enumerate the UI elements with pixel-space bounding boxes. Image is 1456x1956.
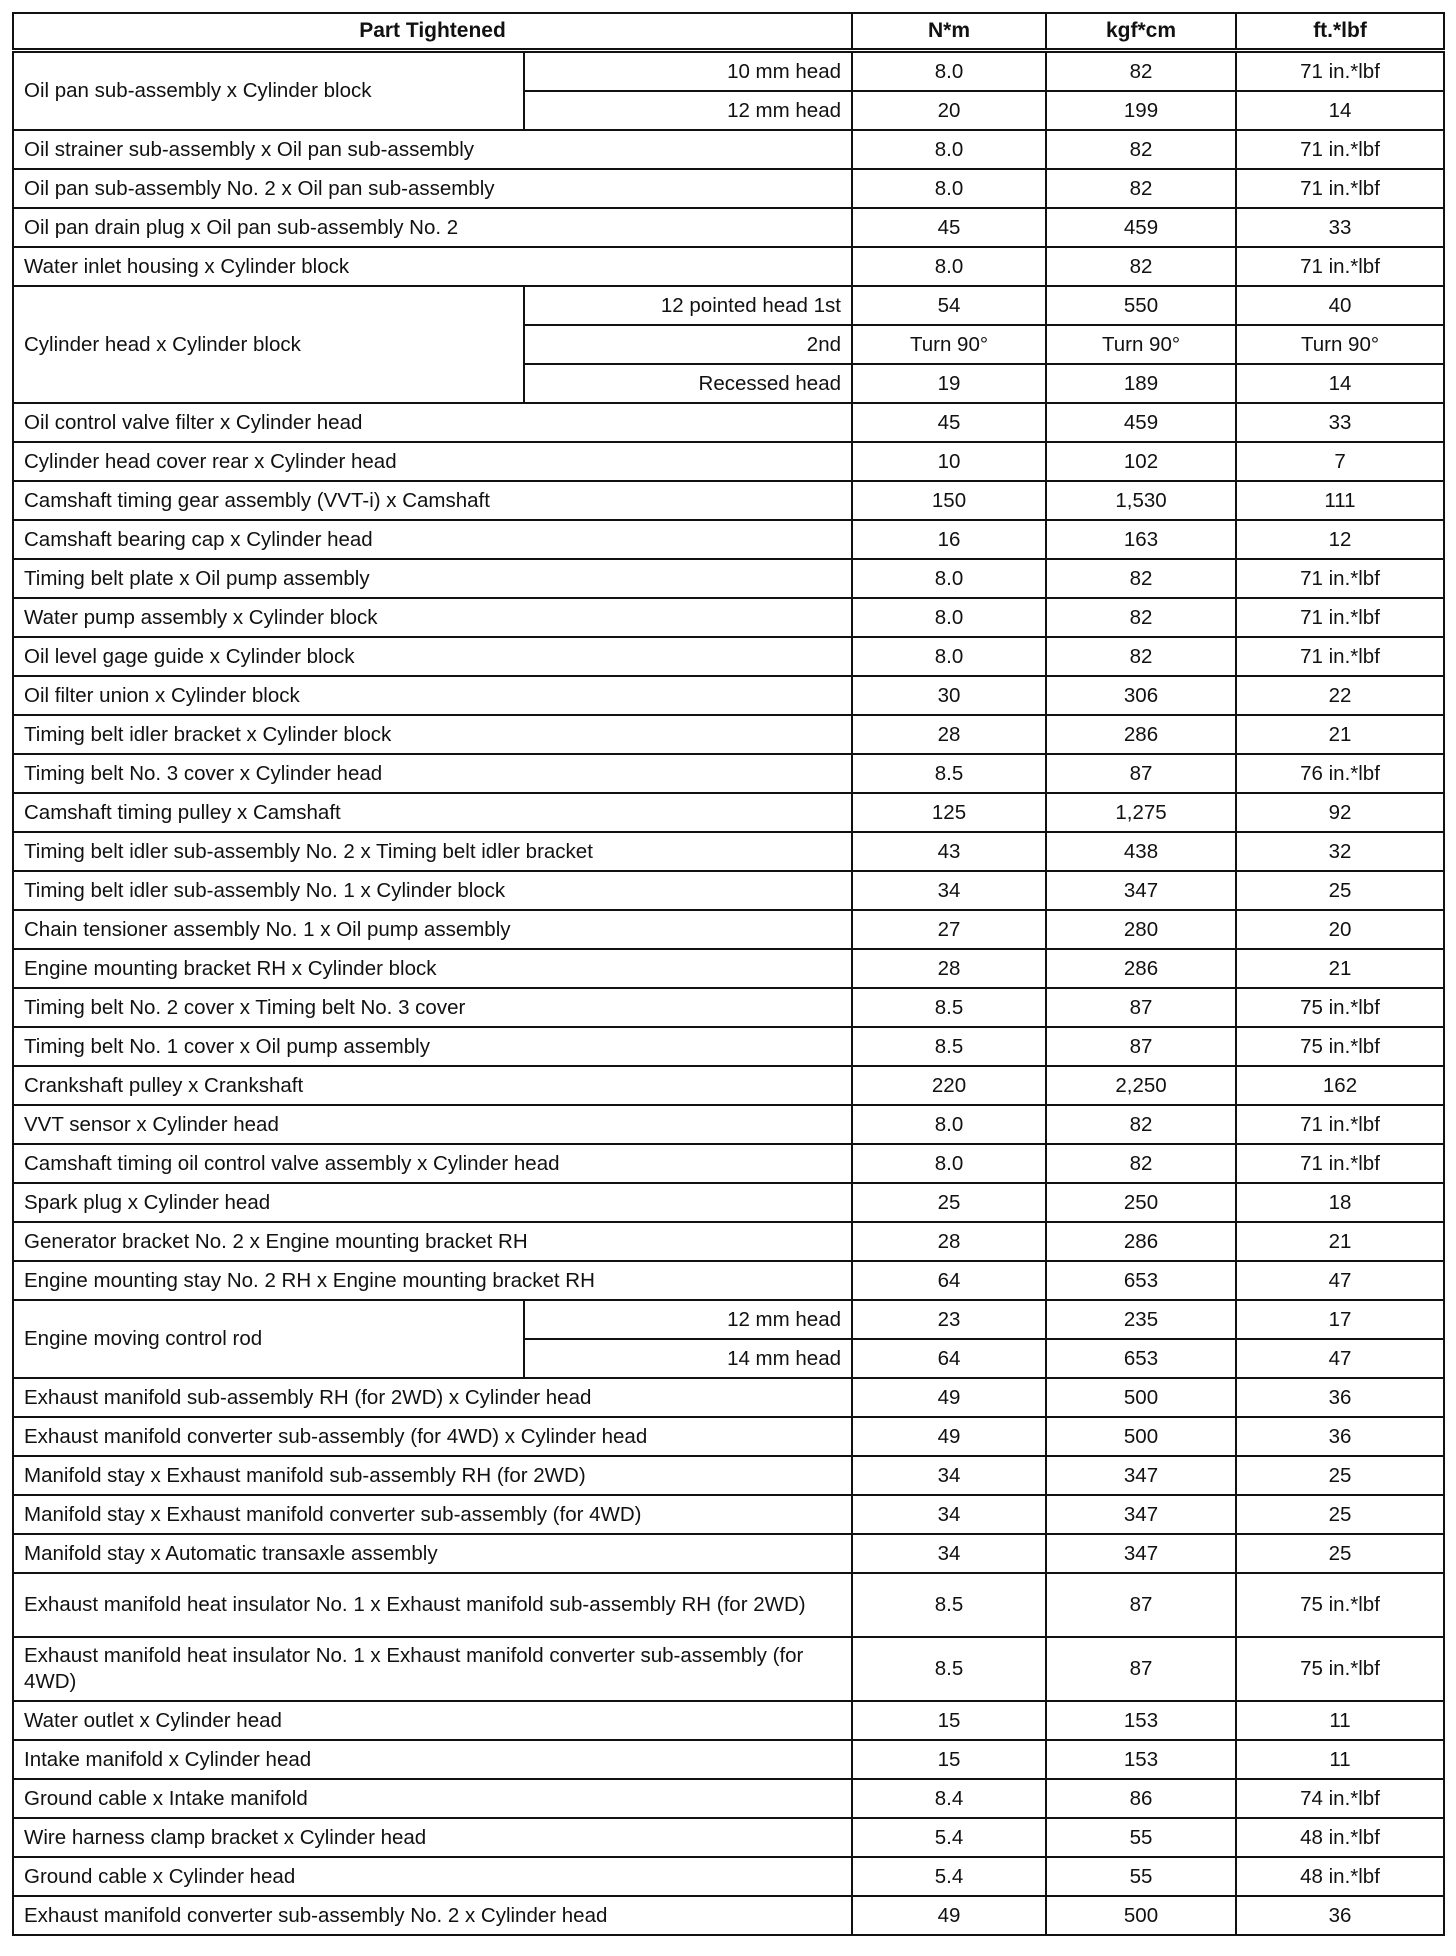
value-ft-lbf: 48 in.*lbf — [1236, 1857, 1444, 1896]
value-nm: 54 — [852, 286, 1046, 325]
value-ft-lbf: 32 — [1236, 832, 1444, 871]
part-name: Exhaust manifold converter sub-assembly (for 4WD) x Cylinder head — [13, 1417, 852, 1456]
sub-condition: 12 mm head — [524, 91, 852, 130]
sub-condition: 2nd — [524, 325, 852, 364]
table-row — [13, 247, 1444, 286]
value-ft-lbf: 21 — [1236, 1222, 1444, 1261]
part-name: Exhaust manifold sub-assembly RH (for 2WD) x Cylinder head — [13, 1378, 852, 1417]
header-kgf-cm: kgf*cm — [1046, 13, 1236, 51]
table-row — [13, 1378, 1444, 1417]
value-ft-lbf: 33 — [1236, 403, 1444, 442]
header-nm: N*m — [852, 13, 1046, 51]
value-kgf-cm: 500 — [1046, 1896, 1236, 1935]
value-ft-lbf: 48 in.*lbf — [1236, 1818, 1444, 1857]
part-name: Camshaft timing oil control valve assembly x Cylinder head — [13, 1144, 852, 1183]
value-nm: 220 — [852, 1066, 1046, 1105]
table-row — [13, 1637, 1444, 1701]
part-name: Water pump assembly x Cylinder block — [13, 598, 852, 637]
table-header-row — [13, 13, 1444, 51]
table-row — [13, 1066, 1444, 1105]
part-name: Exhaust manifold heat insulator No. 1 x Exhaust manifold sub-assembly RH (for 2WD) — [13, 1573, 852, 1637]
part-name: Oil filter union x Cylinder block — [13, 676, 852, 715]
value-ft-lbf: 40 — [1236, 286, 1444, 325]
value-nm: 49 — [852, 1417, 1046, 1456]
value-kgf-cm: 82 — [1046, 637, 1236, 676]
value-nm: 28 — [852, 715, 1046, 754]
value-ft-lbf: 36 — [1236, 1896, 1444, 1935]
value-nm: 19 — [852, 364, 1046, 403]
value-ft-lbf: 25 — [1236, 871, 1444, 910]
value-nm: 8.4 — [852, 1779, 1046, 1818]
value-ft-lbf: 71 in.*lbf — [1236, 130, 1444, 169]
value-ft-lbf: 75 in.*lbf — [1236, 988, 1444, 1027]
value-kgf-cm: 82 — [1046, 130, 1236, 169]
value-nm: 43 — [852, 832, 1046, 871]
part-name: Ground cable x Intake manifold — [13, 1779, 852, 1818]
table-row — [13, 754, 1444, 793]
part-name: Camshaft bearing cap x Cylinder head — [13, 520, 852, 559]
value-ft-lbf: 71 in.*lbf — [1236, 169, 1444, 208]
value-kgf-cm: 459 — [1046, 403, 1236, 442]
table-row — [13, 1183, 1444, 1222]
part-name: Intake manifold x Cylinder head — [13, 1740, 852, 1779]
value-nm: 28 — [852, 949, 1046, 988]
value-nm: Turn 90° — [852, 325, 1046, 364]
part-name: Oil control valve filter x Cylinder head — [13, 403, 852, 442]
torque-spec-document — [12, 12, 1443, 1936]
value-kgf-cm: 459 — [1046, 208, 1236, 247]
part-name: Engine moving control rod — [13, 1300, 524, 1378]
value-ft-lbf: 47 — [1236, 1261, 1444, 1300]
part-name: Timing belt idler sub-assembly No. 1 x Cylinder block — [13, 871, 852, 910]
value-kgf-cm: 87 — [1046, 1573, 1236, 1637]
table-row — [13, 1027, 1444, 1066]
value-kgf-cm: 82 — [1046, 1144, 1236, 1183]
table-row — [13, 1701, 1444, 1740]
value-nm: 64 — [852, 1339, 1046, 1378]
table-row — [13, 208, 1444, 247]
value-kgf-cm: 286 — [1046, 949, 1236, 988]
value-kgf-cm: 153 — [1046, 1740, 1236, 1779]
part-name: Camshaft timing gear assembly (VVT-i) x Camshaft — [13, 481, 852, 520]
table-row — [13, 598, 1444, 637]
value-kgf-cm: 189 — [1046, 364, 1236, 403]
value-kgf-cm: 1,530 — [1046, 481, 1236, 520]
table-row — [13, 910, 1444, 949]
value-kgf-cm: 2,250 — [1046, 1066, 1236, 1105]
table-body — [13, 51, 1444, 1936]
value-ft-lbf: 18 — [1236, 1183, 1444, 1222]
value-kgf-cm: 347 — [1046, 1534, 1236, 1573]
value-kgf-cm: 199 — [1046, 91, 1236, 130]
value-nm: 16 — [852, 520, 1046, 559]
sub-condition: Recessed head — [524, 364, 852, 403]
table-row — [13, 871, 1444, 910]
value-kgf-cm: 102 — [1046, 442, 1236, 481]
value-kgf-cm: 653 — [1046, 1339, 1236, 1378]
value-nm: 8.0 — [852, 247, 1046, 286]
table-row — [13, 637, 1444, 676]
value-ft-lbf: 71 in.*lbf — [1236, 559, 1444, 598]
value-ft-lbf: 71 in.*lbf — [1236, 598, 1444, 637]
value-ft-lbf: 36 — [1236, 1378, 1444, 1417]
value-nm: 8.5 — [852, 988, 1046, 1027]
value-nm: 28 — [852, 1222, 1046, 1261]
table-row — [13, 1261, 1444, 1300]
value-ft-lbf: 25 — [1236, 1534, 1444, 1573]
value-ft-lbf: 162 — [1236, 1066, 1444, 1105]
header-part-tightened: Part Tightened — [13, 13, 852, 51]
sub-condition: 14 mm head — [524, 1339, 852, 1378]
part-name: Chain tensioner assembly No. 1 x Oil pump assembly — [13, 910, 852, 949]
table-row — [13, 715, 1444, 754]
part-name: Cylinder head x Cylinder block — [13, 286, 524, 403]
value-nm: 25 — [852, 1183, 1046, 1222]
value-nm: 8.5 — [852, 754, 1046, 793]
value-nm: 15 — [852, 1701, 1046, 1740]
value-nm: 8.5 — [852, 1637, 1046, 1701]
value-ft-lbf: 71 in.*lbf — [1236, 1144, 1444, 1183]
value-nm: 8.0 — [852, 130, 1046, 169]
value-ft-lbf: 75 in.*lbf — [1236, 1573, 1444, 1637]
value-kgf-cm: 82 — [1046, 51, 1236, 92]
value-ft-lbf: 36 — [1236, 1417, 1444, 1456]
part-name: Camshaft timing pulley x Camshaft — [13, 793, 852, 832]
part-name: Manifold stay x Exhaust manifold converter sub-assembly (for 4WD) — [13, 1495, 852, 1534]
table-row — [13, 559, 1444, 598]
value-nm: 5.4 — [852, 1818, 1046, 1857]
table-row — [13, 676, 1444, 715]
table-row — [13, 1456, 1444, 1495]
part-name: Oil pan sub-assembly No. 2 x Oil pan sub-assembly — [13, 169, 852, 208]
table-row — [13, 1300, 1444, 1339]
table-row — [13, 1740, 1444, 1779]
value-ft-lbf: 75 in.*lbf — [1236, 1637, 1444, 1701]
part-name: Cylinder head cover rear x Cylinder head — [13, 442, 852, 481]
value-nm: 8.0 — [852, 169, 1046, 208]
value-ft-lbf: 21 — [1236, 949, 1444, 988]
value-nm: 8.0 — [852, 1105, 1046, 1144]
value-nm: 20 — [852, 91, 1046, 130]
value-kgf-cm: 235 — [1046, 1300, 1236, 1339]
part-name: Timing belt plate x Oil pump assembly — [13, 559, 852, 598]
value-ft-lbf: 71 in.*lbf — [1236, 1105, 1444, 1144]
part-name: Exhaust manifold heat insulator No. 1 x Exhaust manifold converter sub-assembly (for 4WD) — [13, 1637, 852, 1701]
value-kgf-cm: 286 — [1046, 715, 1236, 754]
sub-condition: 12 pointed head 1st — [524, 286, 852, 325]
value-nm: 8.5 — [852, 1573, 1046, 1637]
value-kgf-cm: 306 — [1046, 676, 1236, 715]
value-kgf-cm: 55 — [1046, 1857, 1236, 1896]
value-nm: 34 — [852, 1456, 1046, 1495]
value-nm: 49 — [852, 1896, 1046, 1935]
part-name: Oil pan drain plug x Oil pan sub-assembly No. 2 — [13, 208, 852, 247]
value-ft-lbf: 11 — [1236, 1701, 1444, 1740]
value-ft-lbf: 14 — [1236, 91, 1444, 130]
table-row — [13, 481, 1444, 520]
value-kgf-cm: 1,275 — [1046, 793, 1236, 832]
table-row — [13, 1534, 1444, 1573]
value-kgf-cm: 55 — [1046, 1818, 1236, 1857]
value-ft-lbf: 25 — [1236, 1456, 1444, 1495]
value-nm: 125 — [852, 793, 1046, 832]
table-row — [13, 130, 1444, 169]
part-name: VVT sensor x Cylinder head — [13, 1105, 852, 1144]
table-row — [13, 442, 1444, 481]
part-name: Engine mounting bracket RH x Cylinder block — [13, 949, 852, 988]
part-name: Water inlet housing x Cylinder block — [13, 247, 852, 286]
part-name: Timing belt No. 3 cover x Cylinder head — [13, 754, 852, 793]
table-row — [13, 832, 1444, 871]
sub-condition: 10 mm head — [524, 51, 852, 92]
table-row — [13, 1105, 1444, 1144]
value-kgf-cm: 163 — [1046, 520, 1236, 559]
part-name: Oil level gage guide x Cylinder block — [13, 637, 852, 676]
part-name: Water outlet x Cylinder head — [13, 1701, 852, 1740]
table-row — [13, 1779, 1444, 1818]
value-kgf-cm: 550 — [1046, 286, 1236, 325]
value-kgf-cm: 82 — [1046, 169, 1236, 208]
value-kgf-cm: 87 — [1046, 988, 1236, 1027]
part-name: Engine mounting stay No. 2 RH x Engine mounting bracket RH — [13, 1261, 852, 1300]
value-nm: 8.0 — [852, 1144, 1046, 1183]
table-row — [13, 988, 1444, 1027]
value-kgf-cm: 86 — [1046, 1779, 1236, 1818]
table-row — [13, 1417, 1444, 1456]
table-row — [13, 1144, 1444, 1183]
value-kgf-cm: 347 — [1046, 1495, 1236, 1534]
table-row — [13, 1573, 1444, 1637]
value-ft-lbf: 33 — [1236, 208, 1444, 247]
part-name: Manifold stay x Automatic transaxle assembly — [13, 1534, 852, 1573]
value-kgf-cm: 82 — [1046, 598, 1236, 637]
table-row — [13, 1222, 1444, 1261]
value-ft-lbf: 71 in.*lbf — [1236, 247, 1444, 286]
value-ft-lbf: 14 — [1236, 364, 1444, 403]
value-ft-lbf: 11 — [1236, 1740, 1444, 1779]
part-name: Timing belt idler sub-assembly No. 2 x Timing belt idler bracket — [13, 832, 852, 871]
table-row — [13, 1896, 1444, 1935]
value-ft-lbf: 92 — [1236, 793, 1444, 832]
value-ft-lbf: Turn 90° — [1236, 325, 1444, 364]
table-row — [13, 1495, 1444, 1534]
value-nm: 49 — [852, 1378, 1046, 1417]
value-kgf-cm: 82 — [1046, 1105, 1236, 1144]
value-kgf-cm: 87 — [1046, 1027, 1236, 1066]
value-ft-lbf: 17 — [1236, 1300, 1444, 1339]
value-ft-lbf: 47 — [1236, 1339, 1444, 1378]
value-nm: 34 — [852, 1495, 1046, 1534]
value-kgf-cm: 286 — [1046, 1222, 1236, 1261]
value-ft-lbf: 25 — [1236, 1495, 1444, 1534]
sub-condition: 12 mm head — [524, 1300, 852, 1339]
value-nm: 34 — [852, 1534, 1046, 1573]
part-name: Timing belt No. 2 cover x Timing belt No. 3 cover — [13, 988, 852, 1027]
part-name: Timing belt idler bracket x Cylinder block — [13, 715, 852, 754]
value-nm: 10 — [852, 442, 1046, 481]
value-nm: 30 — [852, 676, 1046, 715]
value-kgf-cm: 500 — [1046, 1378, 1236, 1417]
table-row — [13, 520, 1444, 559]
value-kgf-cm: 438 — [1046, 832, 1236, 871]
value-kgf-cm: 87 — [1046, 754, 1236, 793]
value-ft-lbf: 76 in.*lbf — [1236, 754, 1444, 793]
value-nm: 5.4 — [852, 1857, 1046, 1896]
part-name: Wire harness clamp bracket x Cylinder head — [13, 1818, 852, 1857]
value-ft-lbf: 22 — [1236, 676, 1444, 715]
part-name: Oil strainer sub-assembly x Oil pan sub-assembly — [13, 130, 852, 169]
value-kgf-cm: 82 — [1046, 559, 1236, 598]
header-ft-lbf: ft.*lbf — [1236, 13, 1444, 51]
value-ft-lbf: 71 in.*lbf — [1236, 51, 1444, 92]
torque-spec-table — [12, 12, 1445, 1936]
value-ft-lbf: 111 — [1236, 481, 1444, 520]
value-kgf-cm: Turn 90° — [1046, 325, 1236, 364]
table-row — [13, 949, 1444, 988]
part-name: Exhaust manifold converter sub-assembly No. 2 x Cylinder head — [13, 1896, 852, 1935]
value-kgf-cm: 347 — [1046, 1456, 1236, 1495]
part-name: Spark plug x Cylinder head — [13, 1183, 852, 1222]
value-nm: 27 — [852, 910, 1046, 949]
value-ft-lbf: 74 in.*lbf — [1236, 1779, 1444, 1818]
part-name: Manifold stay x Exhaust manifold sub-assembly RH (for 2WD) — [13, 1456, 852, 1495]
value-nm: 23 — [852, 1300, 1046, 1339]
value-ft-lbf: 12 — [1236, 520, 1444, 559]
value-nm: 150 — [852, 481, 1046, 520]
table-row — [13, 286, 1444, 325]
table-row — [13, 169, 1444, 208]
value-nm: 8.5 — [852, 1027, 1046, 1066]
value-kgf-cm: 653 — [1046, 1261, 1236, 1300]
value-nm: 8.0 — [852, 559, 1046, 598]
value-kgf-cm: 82 — [1046, 247, 1236, 286]
value-kgf-cm: 280 — [1046, 910, 1236, 949]
value-nm: 45 — [852, 208, 1046, 247]
table-row — [13, 1818, 1444, 1857]
value-kgf-cm: 87 — [1046, 1637, 1236, 1701]
part-name: Timing belt No. 1 cover x Oil pump assembly — [13, 1027, 852, 1066]
value-kgf-cm: 153 — [1046, 1701, 1236, 1740]
table-row — [13, 403, 1444, 442]
value-ft-lbf: 75 in.*lbf — [1236, 1027, 1444, 1066]
part-name: Oil pan sub-assembly x Cylinder block — [13, 51, 524, 131]
value-nm: 34 — [852, 871, 1046, 910]
value-nm: 45 — [852, 403, 1046, 442]
table-row — [13, 51, 1444, 92]
value-nm: 64 — [852, 1261, 1046, 1300]
value-kgf-cm: 500 — [1046, 1417, 1236, 1456]
part-name: Crankshaft pulley x Crankshaft — [13, 1066, 852, 1105]
part-name: Ground cable x Cylinder head — [13, 1857, 852, 1896]
value-nm: 8.0 — [852, 51, 1046, 92]
value-nm: 8.0 — [852, 598, 1046, 637]
value-ft-lbf: 20 — [1236, 910, 1444, 949]
table-row — [13, 793, 1444, 832]
value-nm: 8.0 — [852, 637, 1046, 676]
value-ft-lbf: 7 — [1236, 442, 1444, 481]
part-name: Generator bracket No. 2 x Engine mounting bracket RH — [13, 1222, 852, 1261]
value-nm: 15 — [852, 1740, 1046, 1779]
value-ft-lbf: 21 — [1236, 715, 1444, 754]
value-kgf-cm: 347 — [1046, 871, 1236, 910]
value-ft-lbf: 71 in.*lbf — [1236, 637, 1444, 676]
value-kgf-cm: 250 — [1046, 1183, 1236, 1222]
table-row — [13, 1857, 1444, 1896]
